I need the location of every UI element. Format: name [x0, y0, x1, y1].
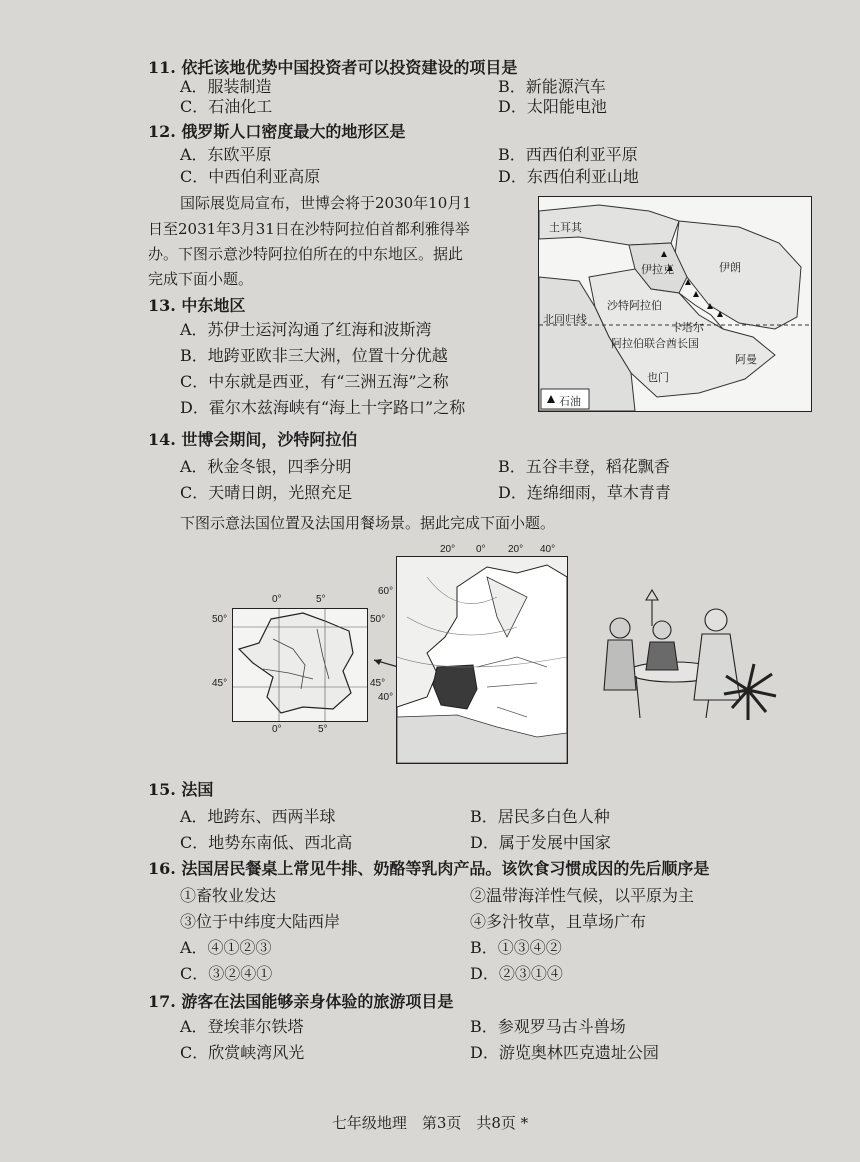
q17-option-b: B．参观罗马古斗兽场	[470, 1017, 626, 1036]
q16-statement-2: ②温带海洋性气候，以平原为主	[470, 886, 695, 905]
intro2: 下图示意法国位置及法国用餐场景。据此完成下面小题。	[180, 514, 556, 532]
q14-option-d: D．连绵细雨，草木青青	[498, 483, 671, 502]
europe-lon-0: 0°	[476, 544, 486, 555]
france-lon-0-top: 0°	[272, 594, 282, 605]
q17-option-a: A．登埃菲尔铁塔	[180, 1017, 304, 1036]
q16-statement-4: ④多汁牧草，且草场广布	[470, 912, 647, 931]
q12-option-b: B．西西伯利亚平原	[498, 145, 638, 164]
france-map-drawing	[233, 609, 367, 721]
intro1-line4: 完成下面小题。	[148, 270, 254, 288]
intro1-line3: 办。下图示意沙特阿拉伯所在的中东地区。据此	[148, 245, 464, 263]
q15-stem: 15. 法国	[148, 780, 214, 799]
q15-option-c: C．地势东南低、西北高	[180, 833, 353, 852]
q13-option-d: D．霍尔木兹海峡有“海上十字路口”之称	[180, 398, 466, 417]
q13-stem: 13. 中东地区	[148, 296, 246, 315]
q17-option-c: C．欣赏峡湾风光	[180, 1043, 305, 1062]
europe-lon-20e: 20°	[508, 544, 524, 555]
map-label-uae: 阿拉伯联合酋长国	[611, 337, 699, 350]
q11-option-c: C．石油化工	[180, 97, 273, 116]
q14-stem: 14. 世博会期间，沙特阿拉伯	[148, 430, 358, 449]
q17-option-d: D．游览奥林匹克遗址公园	[470, 1043, 659, 1062]
europe-lon-40e: 40°	[540, 544, 556, 555]
q12-option-a: A．东欧平原	[180, 145, 272, 164]
q12-stem: 12. 俄罗斯人口密度最大的地形区是	[148, 122, 406, 141]
europe-lat-60: 60°	[378, 586, 394, 597]
intro1-line2: 日至2031年3月31日在沙特阿拉伯首都利雅得举	[148, 220, 470, 238]
q16-option-a: A．④①②③	[180, 938, 272, 957]
q11-option-d: D．太阳能电池	[498, 97, 607, 116]
france-lon-5-bottom: 5°	[318, 724, 328, 735]
france-lat-50-right: 50°	[370, 614, 386, 625]
europe-map-drawing	[397, 557, 567, 763]
europe-lat-40: 40°	[378, 692, 394, 703]
france-lon-0-bottom: 0°	[272, 724, 282, 735]
map-label-qatar: 卡塔尔	[671, 321, 704, 334]
q14-option-a: A．秋金冬银，四季分明	[180, 457, 352, 476]
q16-stem: 16. 法国居民餐桌上常见牛排、奶酪等乳肉产品。该饮食习惯成因的先后顺序是	[148, 859, 710, 878]
q13-option-a: A．苏伊士运河沟通了红海和波斯湾	[180, 320, 432, 339]
q11-option-a: A．服装制造	[180, 77, 272, 96]
france-lon-5-top: 5°	[316, 594, 326, 605]
q16-option-c: C．③②④①	[180, 964, 273, 983]
q14-option-c: C．天晴日朗，光照充足	[180, 483, 353, 502]
map-label-iraq: 伊拉克	[641, 263, 674, 276]
q12-option-c: C．中西伯利亚高原	[180, 167, 321, 186]
q16-statement-1: ①畜牧业发达	[180, 886, 277, 905]
q16-option-b: B．①③④②	[470, 938, 562, 957]
q11-stem: 11. 依托该地优势中国投资者可以投资建设的项目是	[148, 58, 518, 77]
map-label-turkey: 土耳其	[549, 221, 582, 234]
q15-option-a: A．地跨东、西两半球	[180, 807, 336, 826]
france-map	[232, 608, 368, 722]
map-label-saudi: 沙特阿拉伯	[607, 299, 662, 312]
france-lat-45-right: 45°	[370, 678, 386, 689]
q16-option-d: D．②③①④	[470, 964, 563, 983]
middle-east-map	[538, 196, 812, 412]
map-legend-oil: 石油	[559, 395, 581, 408]
q15-option-d: D．属于发展中国家	[470, 833, 611, 852]
q17-stem: 17. 游客在法国能够亲身体验的旅游项目是	[148, 992, 454, 1011]
q16-statement-3: ③位于中纬度大陆西岸	[180, 912, 341, 931]
map-label-tropic: 北回归线	[543, 313, 587, 326]
intro1-line1: 国际展览局宣布，世博会将于2030年10月1	[180, 194, 472, 212]
france-lat-50-left: 50°	[212, 614, 228, 625]
q11-option-b: B．新能源汽车	[498, 77, 606, 96]
europe-map	[396, 556, 568, 764]
map-label-yemen: 也门	[647, 371, 669, 384]
page-footer: 七年级地理 第3页 共8页 *	[331, 1114, 529, 1132]
q14-option-b: B．五谷丰登，稻花飘香	[498, 457, 670, 476]
q13-option-b: B．地跨亚欧非三大洲，位置十分优越	[180, 346, 448, 365]
europe-lon-20w: 20°	[440, 544, 456, 555]
map-label-iran: 伊朗	[719, 261, 741, 274]
map-label-oman: 阿曼	[735, 353, 757, 366]
q12-option-d: D．东西伯利亚山地	[498, 167, 639, 186]
q13-option-c: C．中东就是西亚，有“三洲五海”之称	[180, 372, 449, 391]
q15-option-b: B．居民多白色人种	[470, 807, 610, 826]
france-lat-45-left: 45°	[212, 678, 228, 689]
